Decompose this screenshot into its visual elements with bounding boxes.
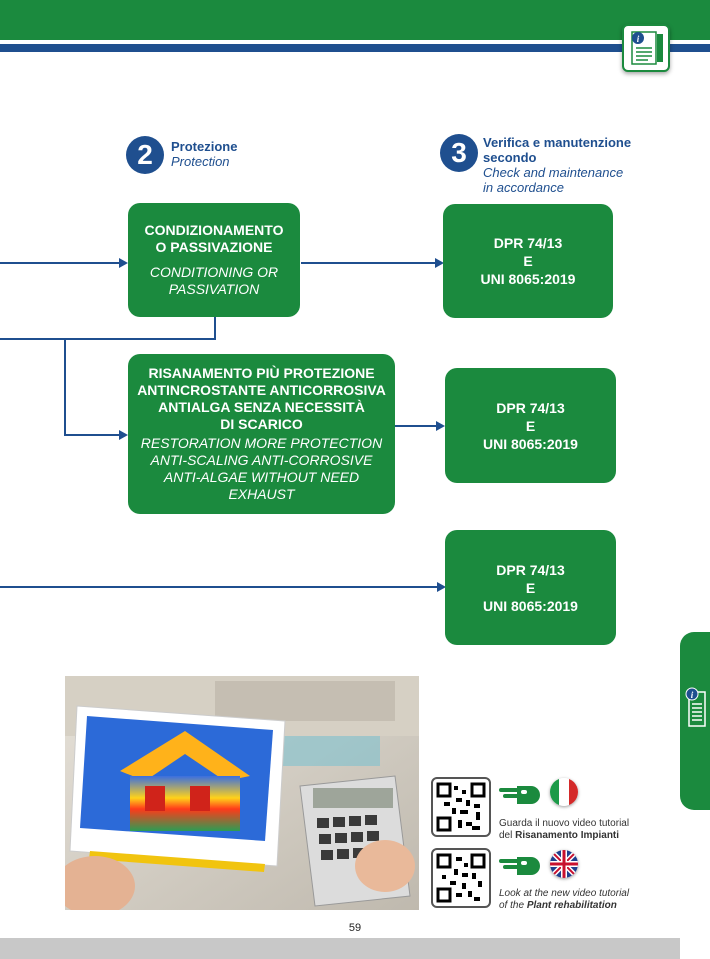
dpr-box-3-line3: UNI 8065:2019 [483,597,578,614]
step-2-badge: 2 [126,136,164,174]
dpr-box-2 [445,368,616,483]
thermal-house-photo [65,676,419,910]
qr-code-it[interactable] [431,777,491,837]
connector-line-3 [214,316,216,340]
video-caption-en [499,888,629,912]
restoration-it-line3: ANTIALGA SENZA NECESSITÀ [158,399,365,415]
connector-line-6 [64,434,120,436]
restoration-en-line4: EXHAUST [228,486,295,502]
conditioning-en-line1: CONDITIONING OR [149,264,279,280]
step-3-subtitle-line2: in accordance [483,180,564,195]
restoration-it-line4: DI SCARICO [220,416,303,432]
conditioning-it-line1: CONDIZIONAMENTO [144,222,284,238]
arrow-right-icon [119,430,128,440]
svg-text:i: i [636,34,640,44]
conditioning-it-line2: O PASSIVAZIONE [155,239,273,255]
dpr-box-1-line1: DPR 74/13 [493,235,563,251]
dpr-box-1-line3: UNI 8065:2019 [480,271,576,287]
connector-line-7 [395,425,437,427]
arrow-right-icon [119,258,128,268]
conditioning-box [128,203,300,317]
video-caption-it-line1: Guarda il nuovo video tutorial [499,818,630,829]
video-caption-it-bold: Risanamento Impianti [515,830,620,841]
video-caption-en-line1: Look at the new video tutorial [499,888,630,899]
header-green-bar [0,0,710,40]
dpr-box-2-line2: E [525,417,536,434]
step-3-title-line2: secondo [483,150,537,165]
connector-line-2 [301,262,436,264]
restoration-en-line3: ANTI-ALGAE WITHOUT NEED [163,469,360,485]
video-caption-it [499,818,629,842]
dpr-box-3-line1: DPR 74/13 [496,561,565,578]
dpr-box-3-line2: E [525,579,536,596]
dpr-box-1-line2: E [523,253,533,269]
pointing-hand-icon [499,782,541,813]
conditioning-en-line2: PASSIVATION [168,281,260,297]
video-caption-it-prefix: del [499,830,516,841]
footer-gray-bar [0,938,680,959]
connector-line-8 [0,586,438,588]
dpr-box-1 [443,204,613,318]
connector-line-4 [0,338,216,340]
step-3-title-line1: Verifica e manutenzione [483,135,632,150]
page-number: 59 [348,922,362,934]
qr-code-en[interactable] [431,848,491,908]
restoration-it-line1: RISANAMENTO PIÙ PROTEZIONE [148,365,375,381]
info-doc-icon [683,684,710,734]
arrow-right-icon [436,421,445,431]
dpr-box-3 [445,530,616,645]
restoration-en-line1: RESTORATION MORE PROTECTION [140,435,383,451]
step-2-subtitle: Protection [171,154,230,169]
restoration-it-line2: ANTINCROSTANTE ANTICORROSIVA [137,382,386,398]
step-3-badge: 3 [440,134,478,172]
step-2-title: Protezione [171,139,238,154]
italy-flag-icon[interactable] [550,778,578,806]
svg-text:i: i [690,690,694,700]
dpr-box-2-line1: DPR 74/13 [496,399,565,416]
side-tab [680,632,710,810]
pointing-hand-icon [499,853,541,884]
uk-flag-icon[interactable] [550,850,578,878]
facot-info-doc-icon [622,24,670,72]
connector-line-1 [0,262,120,264]
restoration-box [128,354,395,514]
restoration-en-line2: ANTI-SCALING ANTI-CORROSIVE [150,452,373,468]
connector-line-5 [64,338,66,436]
step-3-subtitle-line1: Check and maintenance [483,165,624,180]
video-caption-en-prefix: of the [499,900,527,911]
video-caption-en-bold: Plant rehabilitation [526,900,617,911]
header-blue-bar [0,44,710,52]
dpr-box-2-line3: UNI 8065:2019 [483,435,578,452]
